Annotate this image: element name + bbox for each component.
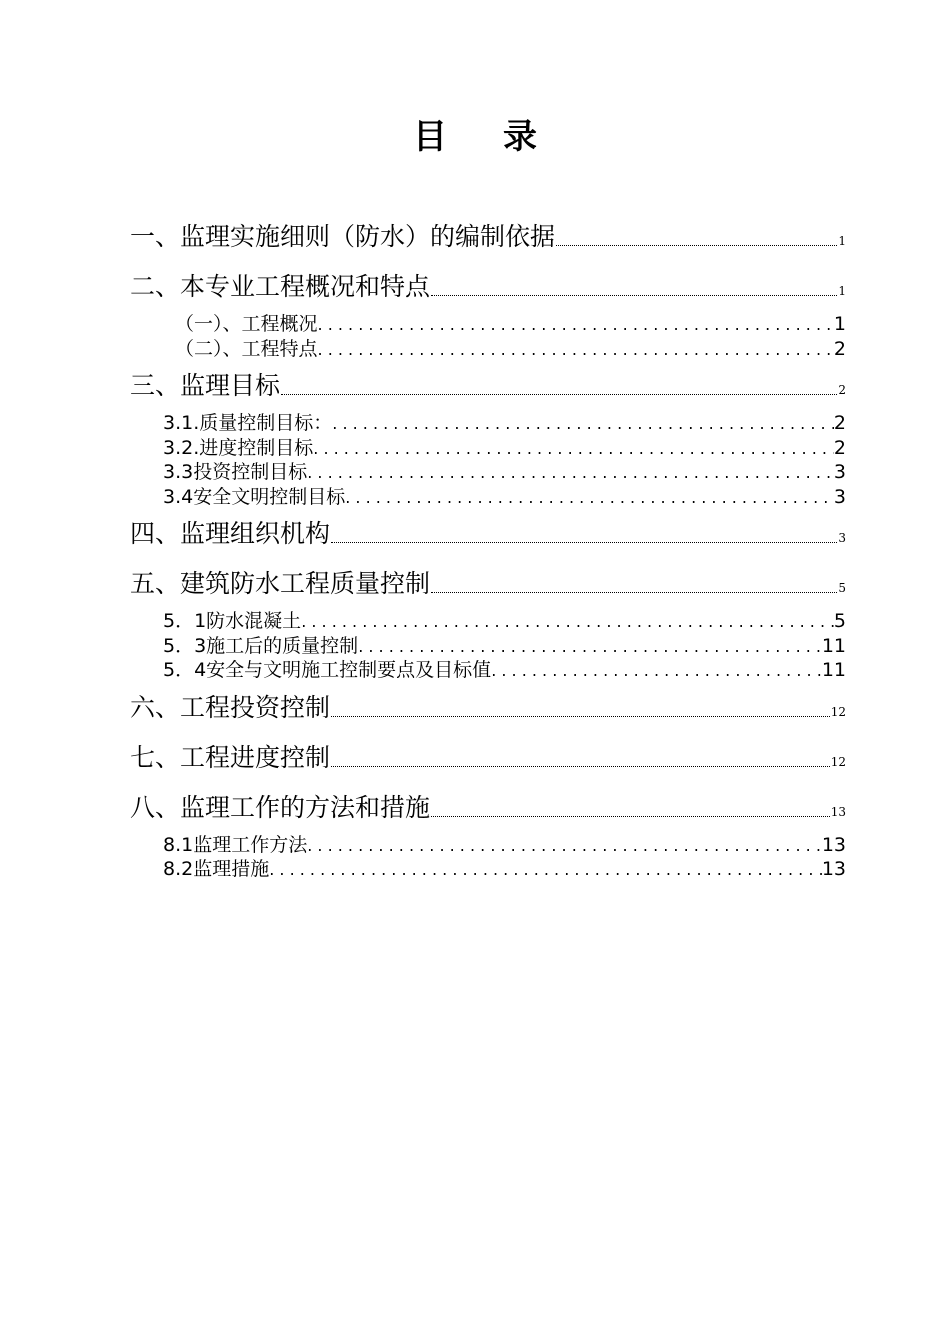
toc-leader-dots [301,610,834,635]
toc-entry-label: 四、监理组织机构 [130,519,331,548]
toc-leader-dots [307,461,834,486]
toc-entry-label: 3.3投资控制目标 [163,461,308,483]
toc-entry-label: 五、建筑防水工程质量控制 [130,569,431,598]
toc-leader-dots [281,394,837,395]
toc-entry-label: 3.1.质量控制目标： [163,412,333,434]
toc-entry-label: 5．4安全与文明施工控制要点及目标值 [163,659,492,681]
toc-entry-label: 二、本专业工程概况和特点 [130,272,431,301]
toc-entry-label: 5．3施工后的质量控制 [163,634,359,657]
toc-leader-dots [345,486,834,511]
toc-entry[interactable] [130,683,846,733]
toc-leader-dots [331,542,837,543]
toc-leader-dots [318,338,834,363]
toc-entry[interactable] [130,212,846,262]
toc-entry[interactable] [130,361,846,411]
toc-entry-label: 一、监理实施细则（防水）的编制依据 [130,222,556,251]
toc-page-number: 11 [821,634,846,657]
toc-leader-dots [331,716,830,717]
toc-subentry[interactable] [130,609,846,634]
toc-subentry[interactable] [130,411,846,436]
toc-entry[interactable] [130,262,846,312]
toc-leader-dots [556,245,837,246]
toc-entry[interactable] [130,509,846,559]
toc-entry[interactable] [130,559,846,609]
toc-entry[interactable] [130,783,846,833]
toc-entry-label: 七、工程进度控制 [130,742,331,772]
toc-page-number: 3 [838,531,846,545]
toc-page-number: 13 [830,804,846,819]
toc-subentry[interactable] [130,337,846,362]
toc-leader-dots [431,816,830,817]
toc-page-number: 5 [833,610,846,632]
toc-page-number: 1 [833,313,846,335]
toc-leader-dots [269,858,822,883]
table-of-contents [130,212,846,882]
toc-subentry[interactable] [130,460,846,485]
toc-subentry[interactable] [130,833,846,858]
toc-leader-dots [431,295,837,296]
toc-page-number: 12 [830,704,846,719]
toc-subentry[interactable] [130,857,846,882]
toc-subentry[interactable] [130,312,846,337]
toc-entry-label: 3.2.进度控制目标 [163,436,314,459]
toc-entry-label: 3.4安全文明控制目标 [163,485,346,508]
toc-entry-label: 8.2监理措施 [163,858,270,880]
toc-entry-label: （一）、工程概况 [175,313,318,335]
toc-page-number: 11 [821,659,846,681]
toc-page-number: 13 [821,833,846,856]
toc-leader-dots [332,412,834,437]
toc-page-number: 3 [833,485,846,508]
toc-entry-label: 5．1防水混凝土 [163,610,302,632]
toc-entry-label: （二）、工程特点 [175,337,318,360]
toc-leader-dots [313,437,834,462]
toc-leader-dots [358,635,822,660]
toc-leader-dots [331,766,830,767]
toc-entry-label: 八、监理工作的方法和措施 [130,792,431,822]
toc-subentry[interactable] [130,658,846,683]
toc-subentry[interactable] [130,634,846,659]
toc-page-number: 2 [833,412,846,434]
toc-page-number: 2 [833,337,846,360]
toc-page-number: 13 [821,858,846,880]
toc-page-number: 5 [838,581,846,595]
toc-entry-label: 六、工程投资控制 [130,692,331,722]
toc-subentry[interactable] [130,485,846,510]
toc-leader-dots [431,592,837,593]
toc-entry[interactable] [130,733,846,783]
toc-leader-dots [491,659,822,684]
toc-title: 目录 [413,117,593,157]
toc-page-number: 3 [833,461,846,483]
toc-page-number: 1 [838,234,846,248]
toc-entry-label: 8.1监理工作方法 [163,833,308,856]
toc-subentry[interactable] [130,436,846,461]
toc-page-number: 1 [838,284,846,298]
toc-leader-dots [318,313,834,338]
toc-page-number: 2 [833,436,846,459]
toc-page-number: 2 [838,383,846,397]
toc-leader-dots [307,834,822,859]
toc-page-number: 12 [830,754,846,769]
toc-entry-label: 三、监理目标 [130,371,281,400]
